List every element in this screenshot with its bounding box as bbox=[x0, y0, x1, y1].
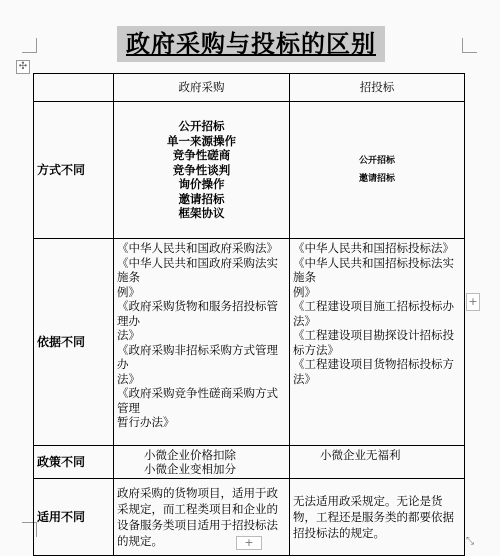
scope-bid-cell: 无法适用政采规定。无论是货物，工程还是服务类的都要依据招投标法的规定。 bbox=[290, 479, 465, 556]
header-bidding: 招投标 bbox=[290, 74, 465, 102]
table-move-handle-icon[interactable]: ✣ bbox=[16, 60, 30, 74]
cell-line: 公开招标 bbox=[358, 156, 395, 166]
cell-line: 法》 bbox=[117, 371, 140, 386]
cell-line: 小微企业变相加分 bbox=[144, 462, 236, 476]
cell-line: 竞争性磋商 bbox=[172, 148, 231, 163]
table-row-method bbox=[34, 102, 465, 239]
cell-line: 公开招标 bbox=[178, 119, 225, 134]
cell-line: 邀请招标 bbox=[358, 174, 395, 184]
cell-line: 例》 bbox=[117, 284, 140, 299]
basis-gov-cell bbox=[114, 239, 290, 446]
method-bid-cell bbox=[290, 102, 465, 239]
basis-bid-cell bbox=[290, 239, 465, 446]
margin-corner-mark bbox=[22, 38, 37, 53]
header-government-procurement: 政府采购 bbox=[114, 74, 290, 102]
cell-line: 《中华人民共和国招标投标法实施条 bbox=[293, 255, 454, 284]
cell-line: 《中华人民共和国政府采购法实施条 bbox=[117, 255, 278, 284]
margin-corner-mark bbox=[462, 38, 477, 53]
cell-line: 例》 bbox=[293, 284, 316, 299]
cell-line: 暂行办法》 bbox=[117, 415, 175, 429]
page-title: 政府采购与投标的区别 bbox=[126, 30, 376, 58]
header-blank bbox=[34, 74, 114, 102]
table-resize-handle-icon[interactable]: ⤡ bbox=[466, 536, 474, 547]
row-label-scope: 适用不同 bbox=[34, 479, 114, 556]
add-row-button[interactable]: + bbox=[236, 536, 262, 550]
cell-line: 法》 bbox=[117, 328, 140, 342]
cell-line: 询价操作 bbox=[178, 177, 225, 192]
comparison-table bbox=[33, 73, 465, 556]
method-gov-cell bbox=[114, 102, 290, 239]
cell-line: 邀请招标 bbox=[178, 191, 225, 206]
table-row-policy bbox=[34, 446, 465, 479]
policy-gov-cell bbox=[114, 446, 290, 479]
table-row-scope bbox=[34, 479, 465, 556]
cell-line: 《政府采购非招标采购方式管理办 bbox=[117, 342, 278, 371]
cell-line: 小微企业价格扣除 bbox=[144, 447, 236, 462]
cell-line: 《工程建设项目勘探设计招标投标方法》 bbox=[293, 328, 454, 357]
cell-line: 《政府采购货物和服务招投标管理办 bbox=[117, 299, 278, 328]
add-column-button[interactable]: + bbox=[466, 293, 480, 311]
scope-gov-cell: 政府采购的货物项目，适用于政采规定，而工程类项目和企业的设备服务类项目适用于招投标法的规定。 bbox=[114, 479, 290, 556]
policy-bid-cell: 小微企业无福利 bbox=[290, 446, 465, 479]
cell-line: 竞争性谈判 bbox=[172, 162, 231, 177]
cell-line: 《中华人民共和国政府采购法》 bbox=[117, 241, 278, 255]
row-label-policy: 政策不同 bbox=[34, 446, 114, 479]
table-row-basis bbox=[34, 239, 465, 446]
row-label-basis: 依据不同 bbox=[34, 239, 114, 446]
cell-line: 《工程建设项目货物招标投标方法》 bbox=[293, 357, 454, 386]
cell-line: 《中华人民共和国招标投标法》 bbox=[293, 241, 454, 255]
row-label-method: 方式不同 bbox=[34, 102, 114, 239]
cell-line: 单一来源操作 bbox=[167, 133, 236, 148]
table-header-row bbox=[34, 74, 465, 102]
cell-line: 框架协议 bbox=[178, 206, 225, 221]
cell-line: 《政府采购竞争性磋商采购方式管理 bbox=[117, 386, 278, 415]
cell-line: 《工程建设项目施工招标投标办法》 bbox=[293, 299, 454, 328]
